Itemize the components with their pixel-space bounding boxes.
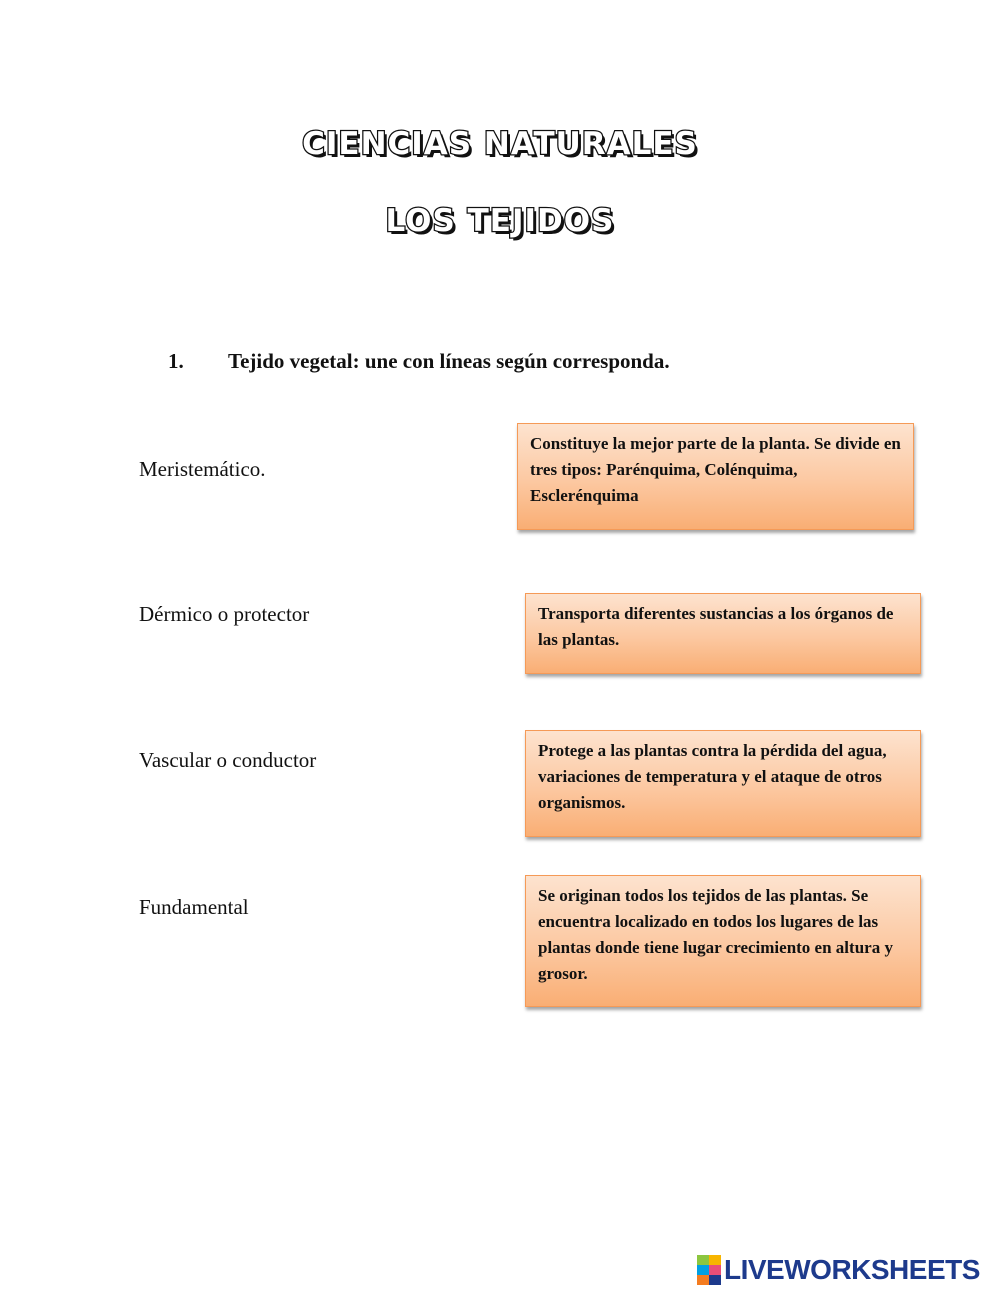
description-card-3[interactable]: Protege a las plantas contra la pérdida del agua, variaciones de temperatura y el ataque de otros organismos. [525,730,921,837]
description-card-1[interactable]: Constituye la mejor parte de la planta. Se divide en tres tipos: Parénquima, Colénquima, Esclerénquima [517,423,914,530]
page-subtitle: LOS TEJIDOS [385,203,615,239]
term-meristematico[interactable]: Meristemático. [139,457,266,481]
description-card-4[interactable]: Se originan todos los tejidos de las plantas. Se encuentra localizado en todos los lugares de las plantas donde tiene lugar crecimiento en altura y grosor. [525,875,921,1007]
term-vascular[interactable]: Vascular o conductor [139,748,317,772]
term-dermico[interactable]: Dérmico o protector [139,602,310,626]
question-text: Tejido vegetal: une con líneas según corresponda. [228,349,670,373]
description-card-2[interactable]: Transporta diferentes sustancias a los órganos de las plantas. [525,593,921,674]
liveworksheets-logo-icon [697,1255,721,1285]
question-number: 1. [168,349,184,373]
question-1 [168,347,670,375]
page-title: CIENCIAS NATURALES [302,126,698,162]
term-fundamental[interactable]: Fundamental [139,895,249,919]
logo-text: LIVEWORKSHEETS [724,1254,980,1285]
liveworksheets-logo [697,1253,980,1287]
